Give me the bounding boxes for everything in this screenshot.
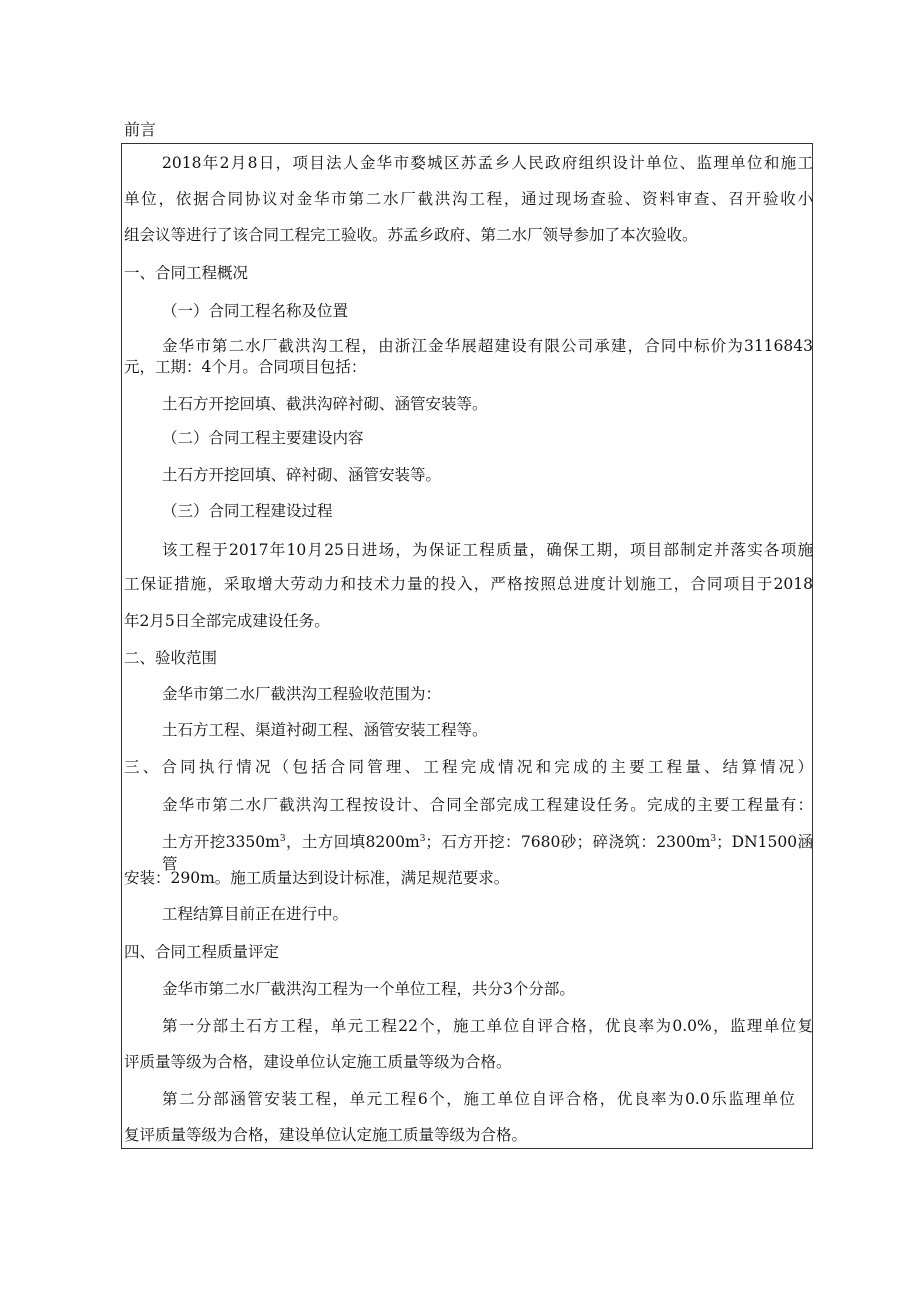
section-heading: 二、验收范围: [124, 649, 218, 667]
quantity-text: 土方开挖3350m: [162, 833, 280, 851]
paragraph-line: 工程结算目前正在进行中。: [162, 905, 349, 923]
subsection-heading: （二）合同工程主要建设内容: [162, 429, 364, 447]
intro-line: 2018年2月8日，项目法人金华市婺城区苏孟乡人民政府组织设计单位、监理单位和施工: [162, 154, 813, 172]
paragraph-line: 金华市第二水厂截洪沟工程，由浙江金华展超建设有限公司承建，合同中标价为3116843: [162, 337, 813, 355]
paragraph-line: 元，工期：4个月。合同项目包括：: [124, 358, 367, 376]
subsection-heading: （三）合同工程建设过程: [162, 502, 333, 520]
paragraph-line: 第二分部涵管安装工程，单元工程6个，施工单位自评合格，优良率为0.0乐监理单位: [162, 1090, 795, 1108]
intro-line: 单位，依据合同协议对金华市第二水厂截洪沟工程，通过现场查验、资料审查、召开验收小: [124, 190, 813, 208]
quantity-text: ，土方回填8200m: [285, 833, 420, 851]
paragraph-line: 年2月5日全部完成建设任务。: [124, 612, 330, 630]
quantity-text: ；石方开挖：7680砂；碎浇筑：2300m: [425, 833, 711, 851]
paragraph-line: 土石方工程、渠道衬砌工程、涵管安装工程等。: [162, 721, 488, 739]
paragraph-line: 评质量等级为合格，建设单位认定施工质量等级为合格。: [124, 1053, 512, 1071]
quantities-line: [162, 831, 813, 873]
paragraph-line: 复评质量等级为合格，建设单位认定施工质量等级为合格。: [124, 1126, 528, 1144]
paragraph-line: 金华市第二水厂截洪沟工程验收范围为：: [162, 685, 442, 703]
quantity-text: ；DN1500涵管: [162, 833, 813, 873]
section-heading: 三、合同执行情况（包括合同管理、工程完成情况和完成的主要工程量、结算情况）: [124, 758, 813, 776]
paragraph-line: 金华市第二水厂截洪沟工程按设计、合同全部完成工程建设任务。完成的主要工程量有：: [162, 796, 813, 814]
section-heading: 一、合同工程概况: [124, 264, 249, 282]
paragraph-line: 土石方开挖回填、碎衬砌、涵管安装等。: [162, 466, 442, 484]
paragraph-line: 该工程于2017年10月25日进场，为保证工程质量，确保工期，项目部制定并落实各项施: [162, 541, 813, 559]
paragraph-line: 安装：290m。施工质量达到设计标准，满足规范要求。: [124, 869, 510, 887]
intro-line: 组会议等进行了该合同工程完工验收。苏孟乡政府、第二水厂领导参加了本次验收。: [124, 226, 698, 244]
subsection-heading: （一）合同工程名称及位置: [162, 302, 349, 320]
unit-superscript: 3: [279, 833, 286, 844]
paragraph-line: 工保证措施，采取增大劳动力和技术力量的投入，严格按照总进度计划施工，合同项目于2018: [124, 575, 813, 593]
paragraph-line: 金华市第二水厂截洪沟工程为一个单位工程，共分3个分部。: [162, 980, 575, 998]
section-heading: 四、合同工程质量评定: [124, 943, 280, 961]
unit-superscript: 3: [419, 833, 426, 844]
paragraph-line: 第一分部土石方工程，单元工程22个，施工单位自评合格，优良率为0.0%，监理单位复: [162, 1017, 813, 1035]
page-heading: 前言: [124, 120, 157, 139]
paragraph-line: 土石方开挖回填、截洪沟碎衬砌、涵管安装等。: [162, 395, 488, 413]
unit-superscript: 3: [710, 833, 717, 844]
